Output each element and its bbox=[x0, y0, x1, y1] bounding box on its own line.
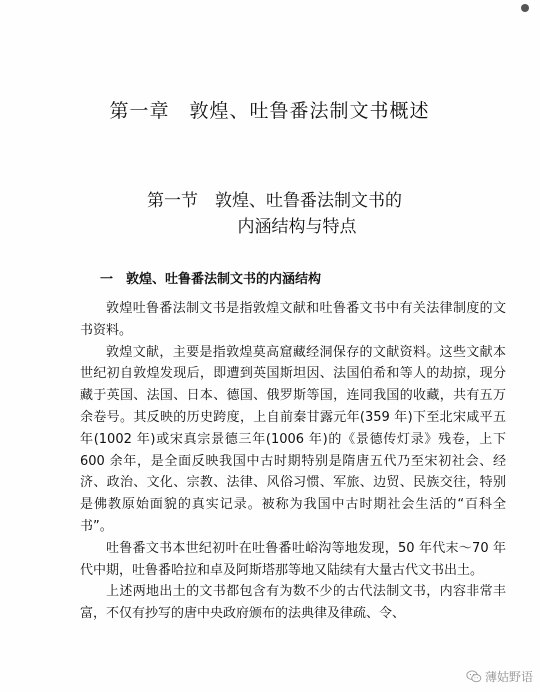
watermark bbox=[466, 668, 533, 685]
body-text bbox=[80, 298, 506, 625]
paragraph: 上述两地出土的文书都包含有为数不少的古代法制文书，内容非常丰富，不仅有抄写的唐中央政府颁布的法典律及律疏、令、 bbox=[80, 584, 506, 622]
section-title bbox=[0, 188, 539, 240]
paragraph: 敦煌文献，主要是指敦煌莫高窟藏经洞保存的文献资料。这些文献本世纪初自敦煌发现后，即遭到英国斯坦因、法国伯希和等人的劫掠，现分藏于英国、法国、日本、德国、俄罗斯等国，连同我国的收藏，共有五万余卷号。其反映的历史跨度，上自前秦甘露元年(359 年)下至北宋咸平五年(1002 年)或宋真宗景德三年(1006 年)的《景德传灯录》残卷，上下 600 余年，是全面反映我国中古时期特别是隋唐五代乃至宋初社会、经济、政治、文化、宗教、法律、风俗习惯、军旅、边贸、民族交往，特别是佛教原始面貌的真实记录。被称为我国中古时期社会生活的“百科全书”。 bbox=[80, 344, 506, 534]
watermark-text: 薄姑野语 bbox=[484, 670, 533, 684]
chapter-title: 第一章 敦煌、吐鲁番法制文书概述 bbox=[109, 100, 430, 122]
paragraph: 吐鲁番文书本世纪初叶在吐鲁番吐峪沟等地发现，50 年代末～70 年代中期，吐鲁番哈拉和卓及阿斯塔那等地又陆续有大量古代文书出土。 bbox=[80, 540, 506, 578]
wechat-icon bbox=[466, 670, 482, 683]
paragraph: 敦煌吐鲁番法制文书是指敦煌文献和吐鲁番文书中有关法律制度的文书资料。 bbox=[80, 301, 506, 338]
subsection-heading: 一 敦煌、吐鲁番法制文书的内涵结构 bbox=[100, 272, 322, 287]
section-title-line-2: 内涵结构与特点 bbox=[237, 217, 357, 237]
scan-corner-mark bbox=[521, 4, 529, 12]
section-title-line-1: 第一节 敦煌、吐鲁番法制文书的 bbox=[147, 191, 402, 211]
